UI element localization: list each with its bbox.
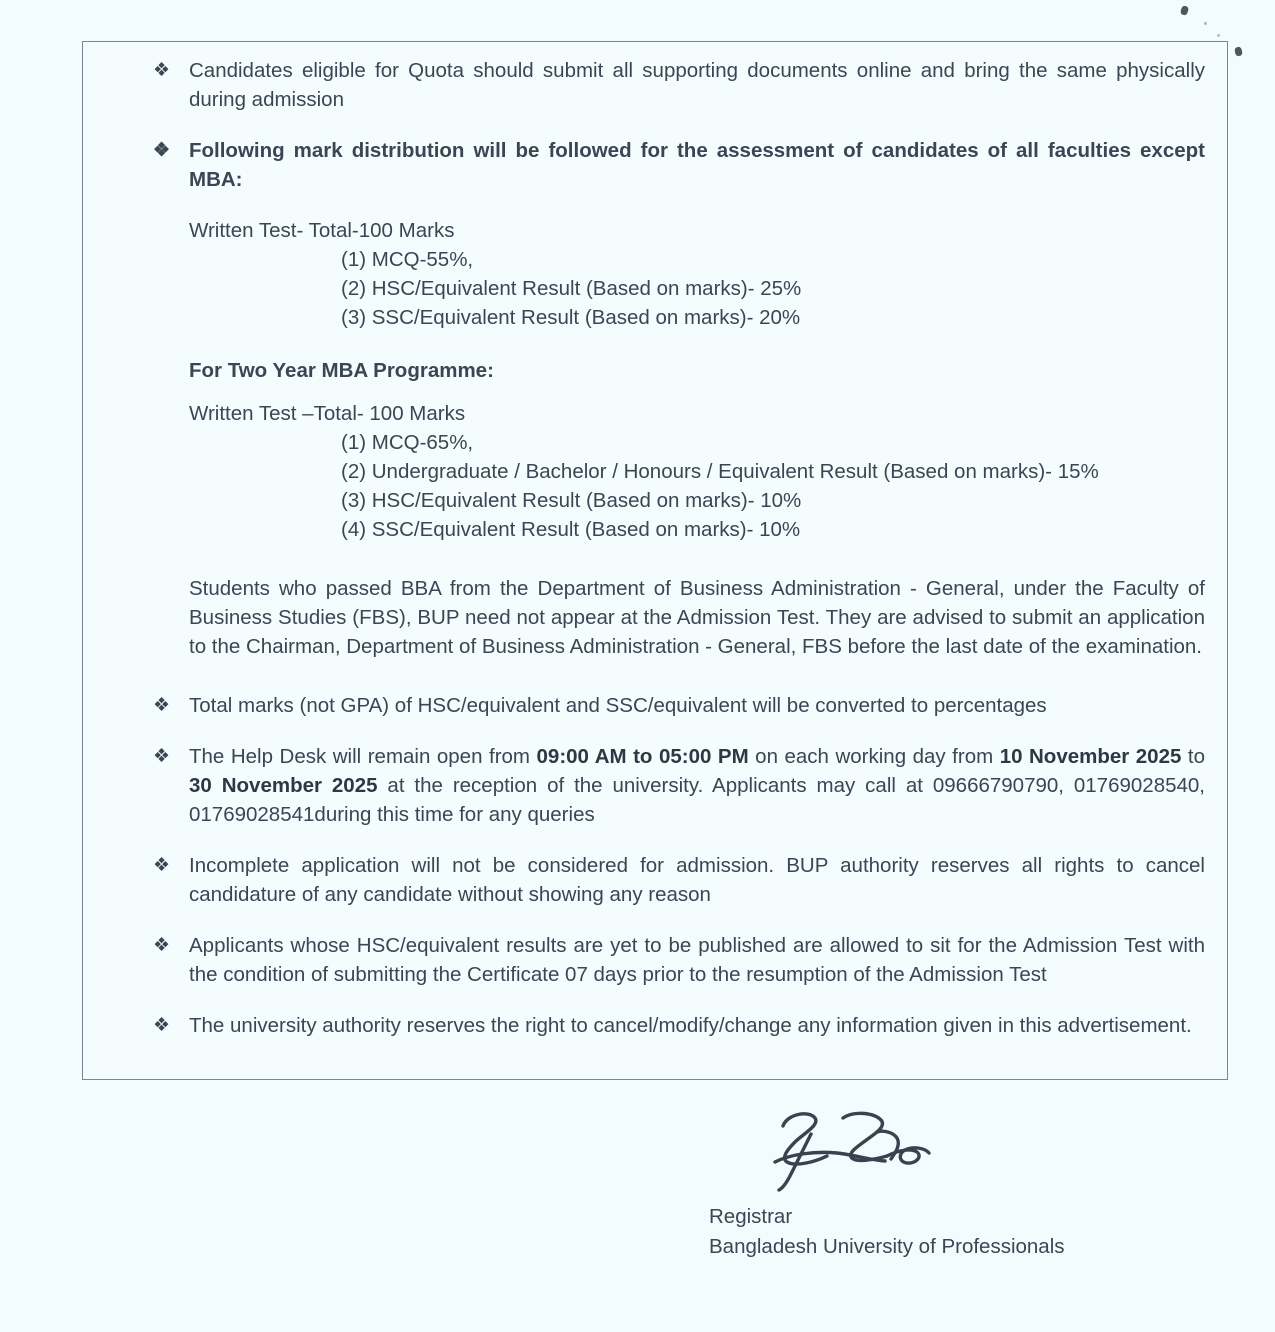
list-item: (1) MCQ-55%, xyxy=(341,248,474,271)
spacer xyxy=(101,332,1209,356)
bullet-item-authority-rights xyxy=(101,1011,1209,1040)
handwritten-signature-icon xyxy=(765,1104,965,1196)
mba-marks-block xyxy=(101,356,1209,544)
mba-heading: For Two Year MBA Programme: xyxy=(189,359,494,382)
scan-speck xyxy=(1217,34,1220,37)
bullet-text: The university authority reserves the right to cancel/modify/change any information given in this advertisement. xyxy=(189,1014,1192,1037)
bullet-item-quota-documents xyxy=(101,56,1209,114)
scan-speck xyxy=(1204,22,1207,25)
scan-speck xyxy=(1180,5,1189,16)
bullet-item-incomplete-application xyxy=(101,851,1209,909)
diamond-bullet-icon: ❖ xyxy=(153,140,171,161)
list-item: (2) HSC/Equivalent Result (Based on marks)- 25% xyxy=(341,277,802,300)
bullet-text: The Help Desk will remain open from 09:00 AM to 05:00 PM on each working day from 10 November 2025 to 30 November 2025 at the reception of the university. Applicants may call at 09666790790, 01769028540, 01769028541during this time for any queries xyxy=(189,745,1206,826)
bullet-item-total-marks-conversion xyxy=(101,691,1209,720)
diamond-bullet-icon: ❖ xyxy=(153,855,171,876)
spacer xyxy=(189,385,1205,399)
bullet-text: Applicants whose HSC/equivalent results are yet to be published are allowed to sit for the Admission Test with the condition of submitting the Certificate 07 days prior to the resumption of the Admission Test xyxy=(189,934,1205,986)
diamond-bullet-icon: ❖ xyxy=(153,935,171,956)
list-item: (2) Undergraduate / Bachelor / Honours / Equivalent Result (Based on marks)- 15% xyxy=(341,460,1099,483)
mba-marks-lead: Written Test –Total- 100 Marks xyxy=(189,402,466,425)
bullet-item-mark-distribution xyxy=(101,136,1209,194)
spacer xyxy=(101,661,1209,691)
bba-exemption-block xyxy=(101,574,1209,661)
signature-title: Registrar xyxy=(709,1205,793,1228)
diamond-bullet-icon: ❖ xyxy=(153,695,171,716)
diamond-bullet-icon: ❖ xyxy=(153,60,171,81)
bullet-text: Total marks (not GPA) of HSC/equivalent and SSC/equivalent will be converted to percentages xyxy=(189,694,1047,717)
general-marks-list xyxy=(189,245,1205,332)
mba-marks-list xyxy=(189,428,1205,544)
bullet-text: Following mark distribution will be followed for the assessment of candidates of all faculties except MBA: xyxy=(189,139,1205,191)
bullet-item-pending-hsc-results xyxy=(101,931,1209,989)
signature-block xyxy=(709,1104,1209,1262)
signature-organization: Bangladesh University of Professionals xyxy=(709,1235,1065,1258)
diamond-bullet-icon: ❖ xyxy=(153,746,171,767)
list-item: (4) SSC/Equivalent Result (Based on marks)- 10% xyxy=(341,518,801,541)
general-marks-block xyxy=(101,216,1209,332)
scan-speck xyxy=(1234,46,1243,56)
list-item: (3) SSC/Equivalent Result (Based on marks)- 20% xyxy=(341,306,801,329)
diamond-bullet-icon: ❖ xyxy=(153,1015,171,1036)
general-marks-lead: Written Test- Total-100 Marks xyxy=(189,219,455,242)
list-item: (1) MCQ-65%, xyxy=(341,431,474,454)
notice-frame xyxy=(82,41,1228,1080)
bba-exemption-paragraph: Students who passed BBA from the Department of Business Administration - General, under the Faculty of Business Studies (FBS), BUP need not appear at the Admission Test. They are advised to submit an application to the Chairman, Department of Business Administration - General, FBS before the last date of the examination. xyxy=(189,577,1205,658)
spacer xyxy=(101,544,1209,574)
list-item: (3) HSC/Equivalent Result (Based on marks)- 10% xyxy=(341,489,802,512)
notice-bullet-list xyxy=(101,56,1209,1040)
bullet-text: Incomplete application will not be considered for admission. BUP authority reserves all rights to cancel candidature of any candidate without showing any reason xyxy=(189,854,1205,906)
bullet-item-help-desk xyxy=(101,742,1209,829)
bullet-text: Candidates eligible for Quota should submit all supporting documents online and bring the same physically during admission xyxy=(189,59,1205,111)
